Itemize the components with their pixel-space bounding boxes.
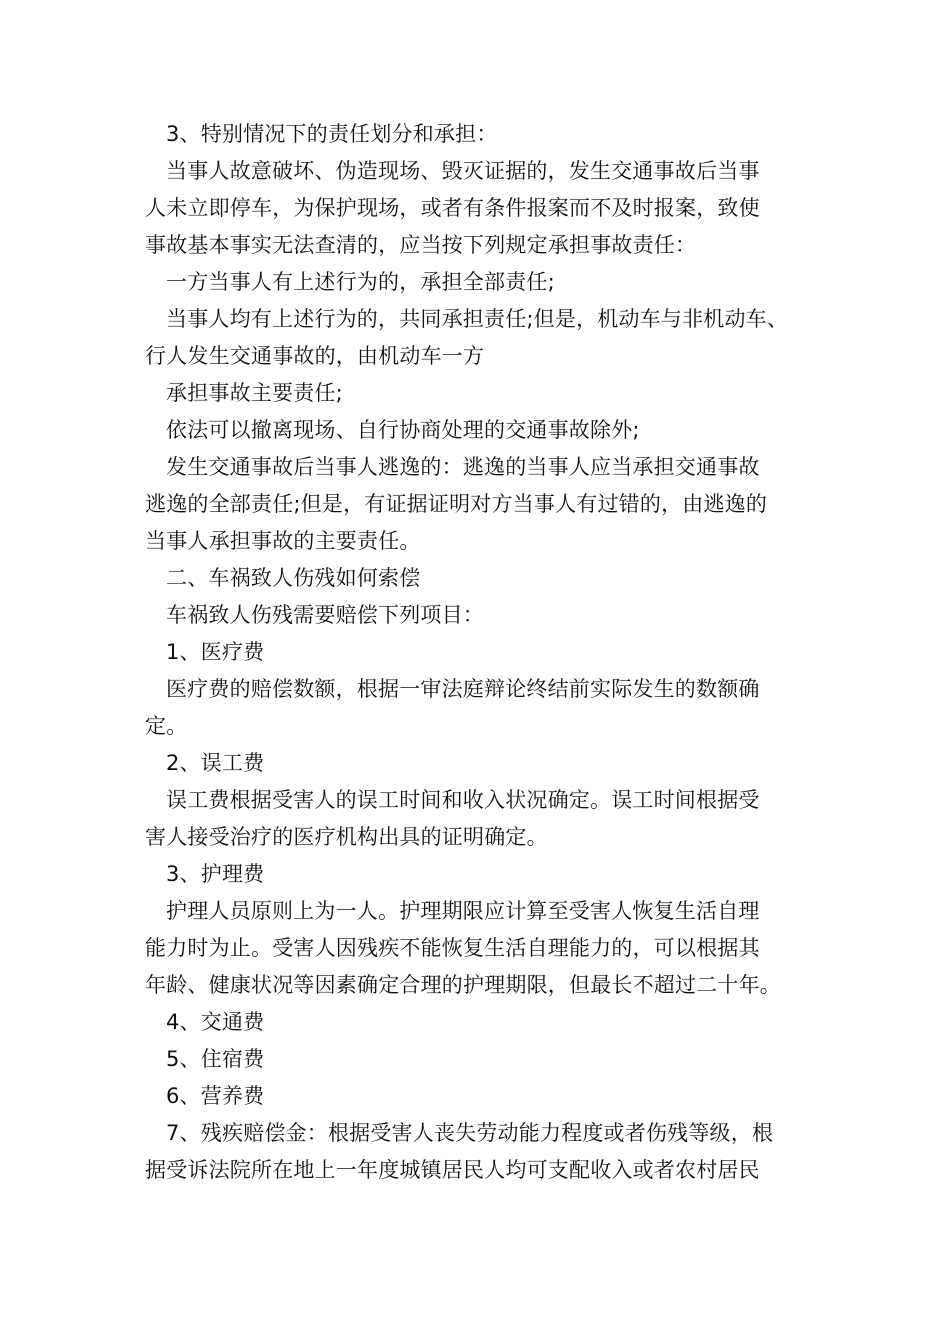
paragraph-line: 3、特别情况下的责任划分和承担： [166,122,498,146]
paragraph-line: 人未立即停车，为保护现场，或者有条件报案而不及时报案，致使 [145,196,760,220]
paragraph-line: 行人发生交通事故的，由机动车一方 [145,344,485,368]
paragraph-line: 能力时为止。受害人因残疾不能恢复生活自理能力的，可以根据其 [145,936,760,960]
list-item-heading: 4、交通费 [166,1010,265,1034]
paragraph-line: 当事人故意破坏、伪造现场、毁灭证据的，发生交通事故后当事 [166,159,760,183]
paragraph-line: 当事人承担事故的主要责任。 [145,529,421,553]
document-body [145,116,825,1189]
paragraph-line: 承担事故主要责任; [166,381,343,405]
paragraph-line: 医疗费的赔偿数额，根据一审法庭辩论终结前实际发生的数额确 [166,677,760,701]
list-item-heading: 2、误工费 [166,751,265,775]
paragraph-line: 一方当事人有上述行为的，承担全部责任; [166,270,555,294]
paragraph-line: 当事人均有上述行为的，共同承担责任;但是，机动车与非机动车、 [166,307,789,331]
paragraph-line: 车祸致人伤残需要赔偿下列项目： [166,603,484,627]
paragraph-line: 事故基本事实无法查清的，应当按下列规定承担事故责任： [145,233,697,257]
paragraph-line: 害人接受治疗的医疗机构出具的证明确定。 [145,825,548,849]
list-item-heading: 1、医疗费 [166,640,265,664]
paragraph-line: 据受诉法院所在地上一年度城镇居民人均可支配收入或者农村居民 [145,1158,760,1182]
paragraph-line: 年龄、健康状况等因素确定合理的护理期限，但最长不超过二十年。 [145,973,781,997]
section-heading: 二、车祸致人伤残如何索偿 [166,566,421,590]
paragraph-line: 护理人员原则上为一人。护理期限应计算至受害人恢复生活自理 [166,899,760,923]
paragraph-line: 误工费根据受害人的误工时间和收入状况确定。误工时间根据受 [166,788,760,812]
paragraph-line: 定。 [145,714,188,738]
list-item-heading: 3、护理费 [166,862,265,886]
list-item-heading: 6、营养费 [166,1084,265,1108]
list-item-heading: 5、住宿费 [166,1047,265,1071]
paragraph-line: 发生交通事故后当事人逃逸的：逃逸的当事人应当承担交通事故 [166,455,760,479]
paragraph-line: 依法可以撤离现场、自行协商处理的交通事故除外; [166,418,640,442]
paragraph-line: 7、残疾赔偿金：根据受害人丧失劳动能力程度或者伤残等级，根 [166,1121,774,1145]
paragraph-line: 逃逸的全部责任;但是，有证据证明对方当事人有过错的，由逃逸的 [145,492,768,516]
